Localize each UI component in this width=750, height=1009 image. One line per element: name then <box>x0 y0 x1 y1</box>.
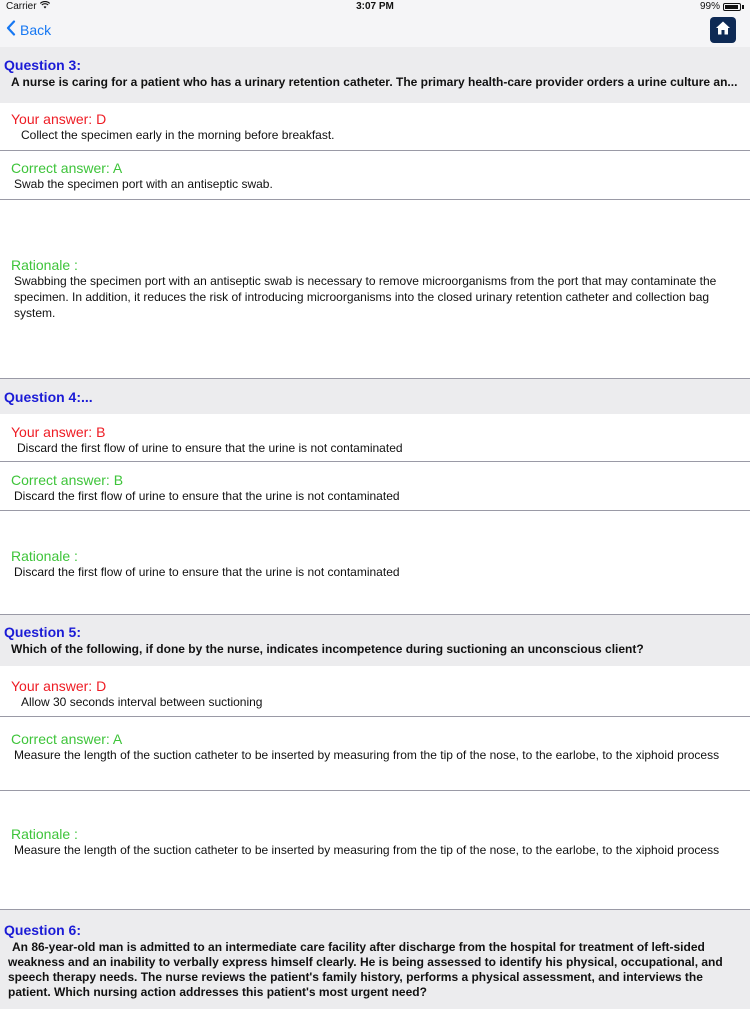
correct-answer-row <box>0 717 750 791</box>
rationale-row <box>0 791 750 909</box>
question-header <box>0 614 750 666</box>
question-header <box>0 47 750 103</box>
rationale-row <box>0 511 750 614</box>
question-text: A nurse is caring for a patient who has a urinary retention catheter. The primary health-care provider orders a urine culture an... <box>11 75 738 89</box>
question-header <box>0 909 750 1009</box>
your-answer-row <box>0 666 750 717</box>
your-answer-text: Collect the specimen early in the morning before breakfast. <box>21 128 335 142</box>
correct-answer-label: Correct answer: A <box>11 160 123 176</box>
your-answer-label: Your answer: B <box>11 424 106 440</box>
question-text: Which of the following, if done by the nurse, indicates incompetence during suctioning an unconscious client? <box>11 642 644 656</box>
status-bar <box>0 0 750 14</box>
rationale-text: Discard the first flow of urine to ensure that the urine is not contaminated <box>14 565 400 579</box>
battery-percent: 99% <box>699 1 720 12</box>
your-answer-text: Discard the first flow of urine to ensure that the urine is not contaminated <box>17 441 403 455</box>
results-list <box>0 47 750 1009</box>
battery-icon <box>723 3 741 11</box>
battery-tip <box>742 5 744 9</box>
question-header <box>0 378 750 414</box>
rationale-row <box>0 200 750 378</box>
question-title: Question 6: <box>4 922 82 938</box>
rationale-label: Rationale : <box>11 257 78 273</box>
correct-answer-row <box>0 462 750 511</box>
back-button[interactable] <box>6 20 51 39</box>
your-answer-row <box>0 103 750 151</box>
chevron-left-icon <box>6 20 16 39</box>
correct-answer-label: Correct answer: A <box>11 731 123 747</box>
home-icon <box>715 20 731 41</box>
status-time: 3:07 PM <box>356 1 394 12</box>
rationale-text: Measure the length of the suction catheter to be inserted by measuring from the tip of the nose, to the earlobe, to the xiphoid process <box>14 843 720 857</box>
back-label: Back <box>20 21 52 38</box>
correct-answer-label: Correct answer: B <box>11 472 124 488</box>
correct-answer-text: Measure the length of the suction catheter to be inserted by measuring from the tip of the nose, to the earlobe, to the xiphoid process <box>14 748 720 762</box>
question-title: Question 5: <box>4 624 82 640</box>
your-answer-label: Your answer: D <box>11 678 107 694</box>
question-text: An 86-year-old man is admitted to an intermediate care facility after discharge from the hospital for treatment of left-sided weakness and an inability to verbally express himself clearly. He is being assessed to identify his physical, occupational, and speech therapy needs. The nurse reviews the patient's family history, performs a physical assessment, and interviews the patient. Which nursing action addresses this patient's most urgent need? <box>8 940 723 999</box>
your-answer-row <box>0 414 750 462</box>
rationale-label: Rationale : <box>11 826 78 842</box>
correct-answer-row <box>0 151 750 200</box>
your-answer-text: Allow 30 seconds interval between suctioning <box>21 695 263 709</box>
home-button[interactable] <box>710 17 736 43</box>
question-title: Question 4:... <box>4 389 93 405</box>
correct-answer-text: Discard the first flow of urine to ensure that the urine is not contaminated <box>14 489 400 503</box>
carrier-label: Carrier <box>6 1 37 12</box>
rationale-label: Rationale : <box>11 548 78 564</box>
correct-answer-text: Swab the specimen port with an antiseptic swab. <box>14 177 273 191</box>
question-title: Question 3: <box>4 57 82 73</box>
your-answer-label: Your answer: D <box>11 111 107 127</box>
navigation-bar <box>0 14 750 48</box>
rationale-text: Swabbing the specimen port with an antiseptic swab is necessary to remove microorganisms from the port that may contaminate the specimen. In addition, it reduces the risk of introducing microorganisms into the closed urinary retention catheter and collection bag system. <box>14 274 717 320</box>
